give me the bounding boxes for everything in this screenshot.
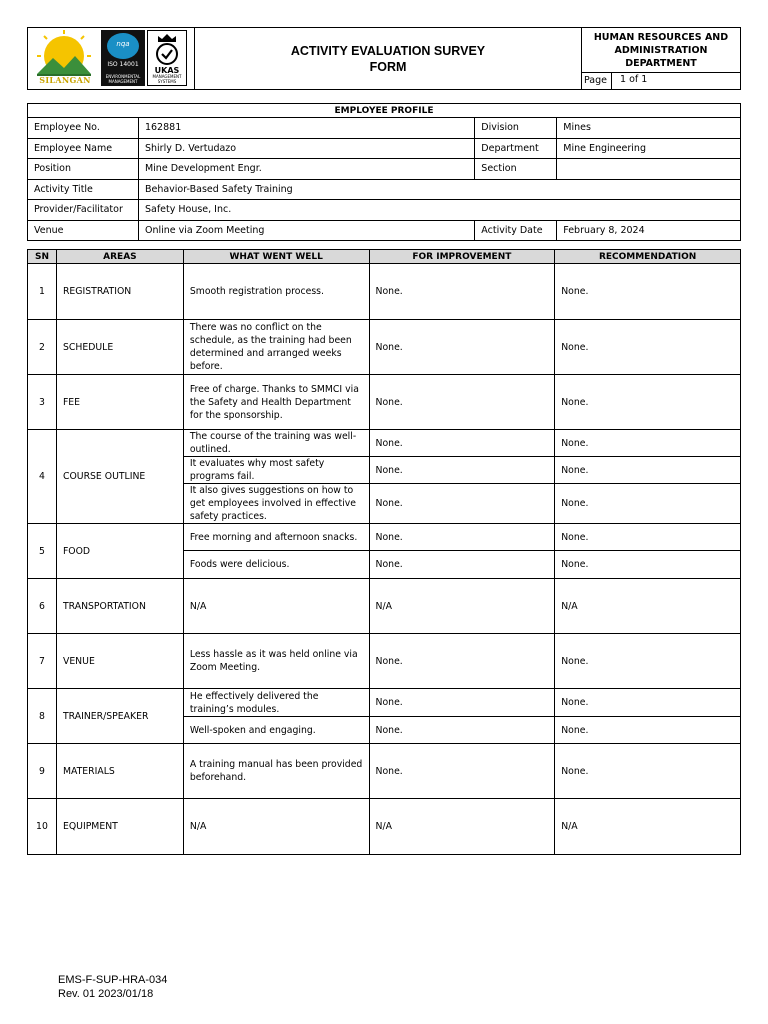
form-title [195,28,582,89]
evaluation-header-row [28,250,741,264]
checkmark-circle-icon [156,43,178,65]
page-label: Page [582,73,612,89]
logo-text: SILANGAN [39,75,91,85]
row-sn: 5 [28,524,57,579]
what-went-well-cell: It also gives suggestions on how to get employees involved in effective safety practices. [183,484,369,524]
position-value: Mine Development Engr. [138,159,474,180]
recommendation-cell: None. [555,744,741,799]
for-improvement-cell: None. [369,689,555,717]
row-sn: 4 [28,430,57,524]
ukas-certification-logo [147,30,187,86]
what-went-well-cell: Free of charge. Thanks to SMMCI via the Safety and Health Department for the sponsorship. [183,375,369,430]
row-area: TRAINER/SPEAKER [56,689,183,744]
profile-row [28,118,741,139]
form-title-line1: ACTIVITY EVALUATION SURVEY [290,43,486,58]
provider-value: Safety House, Inc. [138,200,740,221]
for-improvement-cell: None. [369,744,555,799]
what-went-well-cell: Free morning and afternoon snacks. [183,524,369,551]
row-sn: 8 [28,689,57,744]
for-improvement-cell: None. [369,524,555,551]
column-header-areas: AREAS [56,250,183,264]
recommendation-cell: N/A [555,579,741,634]
for-improvement-cell: N/A [369,799,555,855]
recommendation-cell: None. [555,430,741,457]
department-area [582,28,740,89]
employee-name-label: Employee Name [28,138,139,159]
profile-row [28,179,741,200]
department-label: Department [475,138,557,159]
logo-area [28,28,195,89]
section-label: Section [475,159,557,180]
venue-value: Online via Zoom Meeting [138,220,474,241]
for-improvement-cell: None. [369,484,555,524]
section-value [557,159,741,180]
table-row [28,579,741,634]
employee-no-value: 162881 [138,118,474,139]
what-went-well-cell: The course of the training was well-outlined. [183,430,369,457]
for-improvement-cell: None. [369,264,555,320]
for-improvement-cell: None. [369,320,555,375]
row-sn: 3 [28,375,57,430]
recommendation-cell: None. [555,264,741,320]
env-text: ENVIRONMENTAL MANAGEMENT [105,74,141,84]
activity-title-value: Behavior-Based Safety Training [138,179,740,200]
what-went-well-cell: Foods were delicious. [183,551,369,579]
what-went-well-cell: A training manual has been provided beforehand. [183,744,369,799]
row-sn: 7 [28,634,57,689]
for-improvement-cell: None. [369,430,555,457]
division-label: Division [475,118,557,139]
venue-label: Venue [28,220,139,241]
form-title-line2: FORM [369,59,407,74]
row-sn: 9 [28,744,57,799]
recommendation-cell: None. [555,484,741,524]
row-sn: 1 [28,264,57,320]
table-row [28,634,741,689]
for-improvement-cell: None. [369,717,555,744]
form-header [27,27,741,90]
profile-row [28,200,741,221]
position-label: Position [28,159,139,180]
for-improvement-cell: None. [369,457,555,484]
form-revision: Rev. 01 2023/01/18 [58,988,154,1000]
table-row [28,264,741,320]
row-area: EQUIPMENT [56,799,183,855]
row-area: SCHEDULE [56,320,183,375]
for-improvement-cell: None. [369,634,555,689]
recommendation-cell: None. [555,551,741,579]
activity-date-label: Activity Date [475,220,557,241]
department-value: Mine Engineering [557,138,741,159]
row-area: COURSE OUTLINE [56,430,183,524]
provider-label: Provider/Facilitator [28,200,139,221]
table-row [28,375,741,430]
row-sn: 6 [28,579,57,634]
column-header-recommendation: RECOMMENDATION [555,250,741,264]
crown-icon [156,33,178,43]
profile-row [28,159,741,180]
row-sn: 2 [28,320,57,375]
department-name: HUMAN RESOURCES AND ADMINISTRATION DEPARTMENT [582,28,740,73]
profile-row [28,138,741,159]
profile-heading: EMPLOYEE PROFILE [28,104,741,118]
row-area: VENUE [56,634,183,689]
recommendation-cell: None. [555,634,741,689]
ukas-text: UKAS [154,66,180,75]
division-value: Mines [557,118,741,139]
what-went-well-cell: It evaluates why most safety programs fail. [183,457,369,484]
for-improvement-cell: N/A [369,579,555,634]
row-area: TRANSPORTATION [56,579,183,634]
row-area: FEE [56,375,183,430]
recommendation-cell: None. [555,689,741,717]
recommendation-cell: None. [555,375,741,430]
activity-date-value: February 8, 2024 [557,220,741,241]
table-row [28,430,741,457]
row-area: MATERIALS [56,744,183,799]
column-header-what-went-well: WHAT WENT WELL [183,250,369,264]
employee-no-label: Employee No. [28,118,139,139]
recommendation-cell: None. [555,457,741,484]
nqa-certification-logo [101,30,145,86]
what-went-well-cell: Smooth registration process. [183,264,369,320]
iso-text: ISO 14001 [107,61,139,68]
what-went-well-cell: He effectively delivered the training’s modules. [183,689,369,717]
profile-row [28,220,741,241]
what-went-well-cell: N/A [183,579,369,634]
profile-heading-row [28,104,741,118]
row-sn: 10 [28,799,57,855]
table-row [28,689,741,717]
nqa-text: nqa [116,40,130,48]
what-went-well-cell: N/A [183,799,369,855]
recommendation-cell: None. [555,717,741,744]
form-code: EMS-F-SUP-HRA-034 [58,974,168,986]
employee-name-value: Shirly D. Vertudazo [138,138,474,159]
row-area: REGISTRATION [56,264,183,320]
recommendation-cell: None. [555,320,741,375]
table-row [28,524,741,551]
what-went-well-cell: Well-spoken and engaging. [183,717,369,744]
column-header-sn: SN [28,250,57,264]
activity-title-label: Activity Title [28,179,139,200]
page-indicator [582,73,740,89]
recommendation-cell: None. [555,524,741,551]
table-row [28,744,741,799]
for-improvement-cell: None. [369,551,555,579]
employee-profile-table [27,103,741,241]
form-footer [58,973,167,1001]
table-row [28,320,741,375]
recommendation-cell: N/A [555,799,741,855]
for-improvement-cell: None. [369,375,555,430]
what-went-well-cell: Less hassle as it was held online via Zoom Meeting. [183,634,369,689]
column-header-for-improvement: FOR IMPROVEMENT [369,250,555,264]
evaluation-body [28,264,741,855]
row-area: FOOD [56,524,183,579]
what-went-well-cell: There was no conflict on the schedule, as the training had been determined and arranged weeks before. [183,320,369,375]
checkmark-icon [158,45,176,63]
table-row [28,799,741,855]
page-value: 1 of 1 [620,74,648,85]
ukas-subtext: MANAGEMENT SYSTEMS [152,74,182,84]
evaluation-table [27,249,741,855]
